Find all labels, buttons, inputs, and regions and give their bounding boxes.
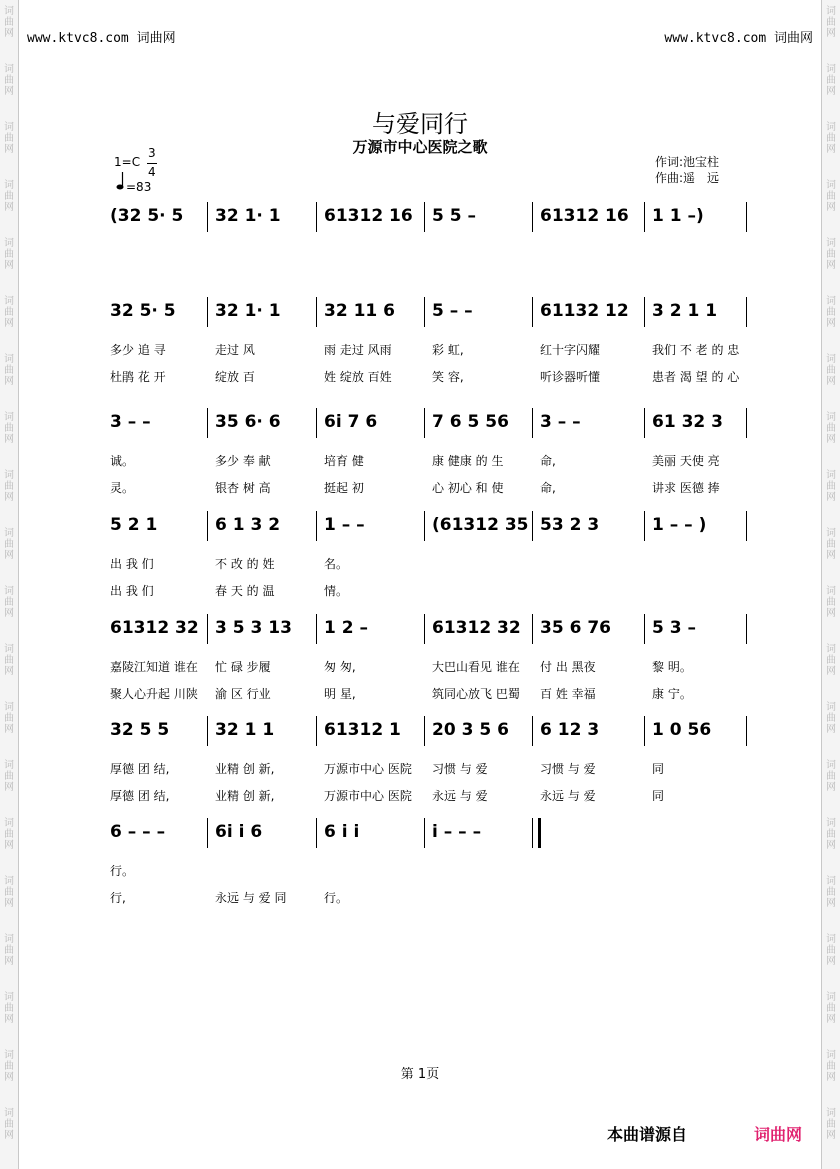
- time-signature-top: 3: [148, 146, 156, 160]
- measure: 32 1· 1: [215, 301, 281, 321]
- lyric: 名。: [324, 557, 349, 571]
- watermark-glyph: 词曲网: [826, 470, 836, 503]
- left-watermark-strip: [0, 0, 19, 1169]
- watermark-glyph: 词曲网: [4, 992, 14, 1025]
- measure: 5 3 –: [652, 618, 696, 638]
- measure: 3 – –: [540, 412, 581, 432]
- watermark-glyph: 词曲网: [4, 934, 14, 967]
- watermark-glyph: 词曲网: [4, 180, 14, 213]
- bar-line: [424, 818, 425, 848]
- watermark-glyph: 词曲网: [4, 1108, 14, 1141]
- lyric: 同: [652, 789, 665, 803]
- bar-line: [207, 202, 208, 232]
- lyric: 红十字闪耀: [540, 343, 601, 357]
- bar-line: [207, 408, 208, 438]
- lyric: 美丽 天使 亮: [652, 454, 720, 468]
- measure: 61312 32: [110, 618, 199, 638]
- bar-line: [532, 408, 533, 438]
- lyric: 春 天 的 温: [215, 584, 275, 598]
- bar-line: [644, 202, 645, 232]
- measure: 32 5· 5: [110, 301, 176, 321]
- bar-line: [644, 511, 645, 541]
- measure: 1 0 56: [652, 720, 712, 740]
- lyric: 万源市中心 医院: [324, 789, 412, 803]
- lyric: 康 健康 的 生: [432, 454, 504, 468]
- watermark-glyph: 词曲网: [4, 296, 14, 329]
- time-signature-line: [147, 163, 157, 164]
- watermark-glyph: 词曲网: [826, 644, 836, 677]
- lyric: 情。: [324, 584, 349, 598]
- lyric: 康 宁。: [652, 687, 692, 701]
- lyric: 业精 创 新,: [215, 789, 275, 803]
- bar-line: [207, 511, 208, 541]
- lyric: 行。: [324, 891, 349, 905]
- lyric: 走过 风: [215, 343, 255, 357]
- lyric: 习惯 与 爱: [432, 762, 488, 776]
- bar-line: [316, 202, 317, 232]
- bar-line: [644, 716, 645, 746]
- lyric: 姓 绽放 百姓: [324, 370, 392, 384]
- lyric: 明 星,: [324, 687, 356, 701]
- measure: 20 3 5 6: [432, 720, 509, 740]
- lyric: 命,: [540, 481, 556, 495]
- bar-line: [532, 614, 533, 644]
- lyric: 彩 虹,: [432, 343, 464, 357]
- bar-line: [424, 408, 425, 438]
- composer: 作曲:遥 远: [655, 171, 720, 185]
- watermark-glyph: 词曲网: [4, 1050, 14, 1083]
- measure: (61312 35: [432, 515, 529, 535]
- measure: 32 1 1: [215, 720, 275, 740]
- watermark-glyph: 词曲网: [826, 934, 836, 967]
- lyric: 业精 创 新,: [215, 762, 275, 776]
- site-url-right: www.ktvc8.com 词曲网: [664, 31, 813, 46]
- brand-logo: 词曲网: [754, 1125, 803, 1144]
- bar-line: [207, 297, 208, 327]
- lyric: 渝 区 行业: [215, 687, 271, 701]
- measure: 32 11 6: [324, 301, 395, 321]
- watermark-glyph: 词曲网: [826, 6, 836, 39]
- measure: 61312 32: [432, 618, 521, 638]
- watermark-glyph: 词曲网: [4, 6, 14, 39]
- bar-line: [532, 818, 533, 848]
- lyric: 厚德 团 结,: [110, 762, 170, 776]
- measure: 3 – –: [110, 412, 151, 432]
- lyric: 杜鹃 花 开: [110, 370, 166, 384]
- measure: 6 – – –: [110, 822, 166, 842]
- lyric: 嘉陵江知道 谁在: [110, 660, 198, 674]
- measure: 35 6 76: [540, 618, 611, 638]
- watermark-glyph: 词曲网: [4, 644, 14, 677]
- bar-line: [316, 614, 317, 644]
- bar-line: [532, 511, 533, 541]
- lyric: 厚德 团 结,: [110, 789, 170, 803]
- watermark-glyph: 词曲网: [4, 470, 14, 503]
- lyricist: 作词:池宝柱: [655, 155, 720, 169]
- bar-line: [644, 614, 645, 644]
- lyric: 多少 奉 献: [215, 454, 271, 468]
- lyric: 万源市中心 医院: [324, 762, 412, 776]
- bar-line: [424, 297, 425, 327]
- watermark-glyph: 词曲网: [826, 586, 836, 619]
- bar-line: [316, 818, 317, 848]
- song-subtitle: 万源市中心医院之歌: [352, 138, 488, 156]
- measure: 61132 12: [540, 301, 629, 321]
- quarter-note-icon: [116, 172, 124, 190]
- watermark-glyph: 词曲网: [4, 760, 14, 793]
- lyric: 挺起 初: [324, 481, 364, 495]
- measure: 5 5 –: [432, 206, 476, 226]
- measure: 6i 7 6: [324, 412, 378, 432]
- watermark-glyph: 词曲网: [826, 296, 836, 329]
- measure: 3 2 1 1: [652, 301, 718, 321]
- lyric: 大巴山看见 谁在: [432, 660, 520, 674]
- measure: 6 12 3: [540, 720, 600, 740]
- bar-line: [746, 511, 747, 541]
- lyric: 绽放 百: [215, 370, 255, 384]
- lyric: 命,: [540, 454, 556, 468]
- measure: 61312 16: [324, 206, 413, 226]
- lyric: 听诊器听懂: [540, 370, 601, 384]
- tempo: =83: [126, 180, 152, 194]
- measure: 53 2 3: [540, 515, 600, 535]
- watermark-glyph: 词曲网: [826, 122, 836, 155]
- measure: i – – –: [432, 822, 482, 842]
- measure: 3 5 3 13: [215, 618, 292, 638]
- bar-line: [316, 408, 317, 438]
- song-title: 与爱同行: [372, 110, 468, 138]
- page-number: 第 1页: [400, 1067, 440, 1082]
- measure: 61312 1: [324, 720, 401, 740]
- lyric: 忙 碌 步履: [215, 660, 271, 674]
- lyric: 多少 追 寻: [110, 343, 166, 357]
- bar-line: [532, 202, 533, 232]
- watermark-glyph: 词曲网: [4, 528, 14, 561]
- lyric: 灵。: [110, 481, 135, 495]
- measure: 1 – –: [324, 515, 365, 535]
- measure: 7 6 5 56: [432, 412, 509, 432]
- bar-line: [532, 716, 533, 746]
- measure: 6i i 6: [215, 822, 263, 842]
- measure: 32 1· 1: [215, 206, 281, 226]
- measure: 32 5 5: [110, 720, 170, 740]
- lyric: 匆 匆,: [324, 660, 356, 674]
- key-signature: 1=C: [114, 155, 141, 169]
- bar-line: [644, 408, 645, 438]
- time-signature-bottom: 4: [148, 165, 156, 179]
- bar-line: [316, 511, 317, 541]
- bar-line: [532, 297, 533, 327]
- site-url-left: www.ktvc8.com 词曲网: [27, 31, 176, 46]
- lyric: 永远 与 爱 同: [215, 891, 287, 905]
- measure: 6 1 3 2: [215, 515, 281, 535]
- lyric: 行。: [110, 864, 135, 878]
- watermark-glyph: 词曲网: [826, 180, 836, 213]
- watermark-glyph: 词曲网: [4, 412, 14, 445]
- bar-line: [207, 614, 208, 644]
- watermark-glyph: 词曲网: [826, 1050, 836, 1083]
- bar-line: [746, 202, 747, 232]
- lyric: 不 改 的 姓: [215, 557, 275, 571]
- lyric: 习惯 与 爱: [540, 762, 596, 776]
- watermark-glyph: 词曲网: [826, 702, 836, 735]
- lyric: 聚人心升起 川陕: [110, 687, 198, 701]
- measure: 61 32 3: [652, 412, 723, 432]
- measure: 1 2 –: [324, 618, 368, 638]
- watermark-glyph: 词曲网: [826, 412, 836, 445]
- lyric: 我们 不 老 的 忠: [652, 343, 740, 357]
- bar-line: [424, 511, 425, 541]
- bar-line: [746, 716, 747, 746]
- measure: 5 2 1: [110, 515, 158, 535]
- bar-line: [207, 818, 208, 848]
- lyric: 诚。: [110, 454, 135, 468]
- bar-line: [644, 297, 645, 327]
- lyric: 筑同心放飞 巴蜀: [432, 687, 520, 701]
- watermark-glyph: 词曲网: [4, 818, 14, 851]
- bar-line: [424, 716, 425, 746]
- bar-line: [316, 716, 317, 746]
- watermark-glyph: 词曲网: [4, 586, 14, 619]
- bar-line: [207, 716, 208, 746]
- watermark-glyph: 词曲网: [826, 876, 836, 909]
- lyric: 讲求 医德 捧: [652, 481, 720, 495]
- watermark-glyph: 词曲网: [826, 238, 836, 271]
- bar-line: [746, 614, 747, 644]
- lyric: 百 姓 幸福: [540, 687, 596, 701]
- watermark-glyph: 词曲网: [826, 760, 836, 793]
- watermark-glyph: 词曲网: [826, 354, 836, 387]
- bar-line: [316, 297, 317, 327]
- measure: 5 – –: [432, 301, 473, 321]
- lyric: 笑 容,: [432, 370, 464, 384]
- lyric: 永远 与 爱: [432, 789, 488, 803]
- bar-line: [746, 297, 747, 327]
- lyric: 出 我 们: [110, 557, 154, 571]
- watermark-glyph: 词曲网: [826, 64, 836, 97]
- watermark-glyph: 词曲网: [826, 528, 836, 561]
- final-bar-line: [538, 818, 541, 848]
- lyric: 同: [652, 762, 665, 776]
- bar-line: [424, 202, 425, 232]
- lyric: 付 出 黑夜: [540, 660, 596, 674]
- watermark-glyph: 词曲网: [4, 702, 14, 735]
- measure: (32 5· 5: [110, 206, 184, 226]
- measure: 1 1 –): [652, 206, 704, 226]
- lyric: 行,: [110, 891, 126, 905]
- measure: 61312 16: [540, 206, 629, 226]
- bar-line: [746, 408, 747, 438]
- lyric: 银杏 树 高: [215, 481, 271, 495]
- lyric: 患者 渴 望 的 心: [652, 370, 740, 384]
- lyric: 永远 与 爱: [540, 789, 596, 803]
- watermark-glyph: 词曲网: [4, 238, 14, 271]
- lyric: 黎 明。: [652, 660, 692, 674]
- watermark-glyph: 词曲网: [826, 992, 836, 1025]
- watermark-glyph: 词曲网: [826, 818, 836, 851]
- watermark-glyph: 词曲网: [4, 122, 14, 155]
- lyric: 雨 走过 风雨: [324, 343, 392, 357]
- measure: 6 i i: [324, 822, 360, 842]
- source-label: 本曲谱源自: [607, 1125, 688, 1144]
- measure: 35 6· 6: [215, 412, 281, 432]
- watermark-glyph: 词曲网: [4, 64, 14, 97]
- lyric: 出 我 们: [110, 584, 154, 598]
- right-watermark-strip: [821, 0, 840, 1169]
- watermark-glyph: 词曲网: [4, 354, 14, 387]
- measure: 1 – – ): [652, 515, 707, 535]
- lyric: 培育 健: [324, 454, 364, 468]
- watermark-glyph: 词曲网: [4, 876, 14, 909]
- watermark-glyph: 词曲网: [826, 1108, 836, 1141]
- bar-line: [424, 614, 425, 644]
- lyric: 心 初心 和 使: [432, 481, 504, 495]
